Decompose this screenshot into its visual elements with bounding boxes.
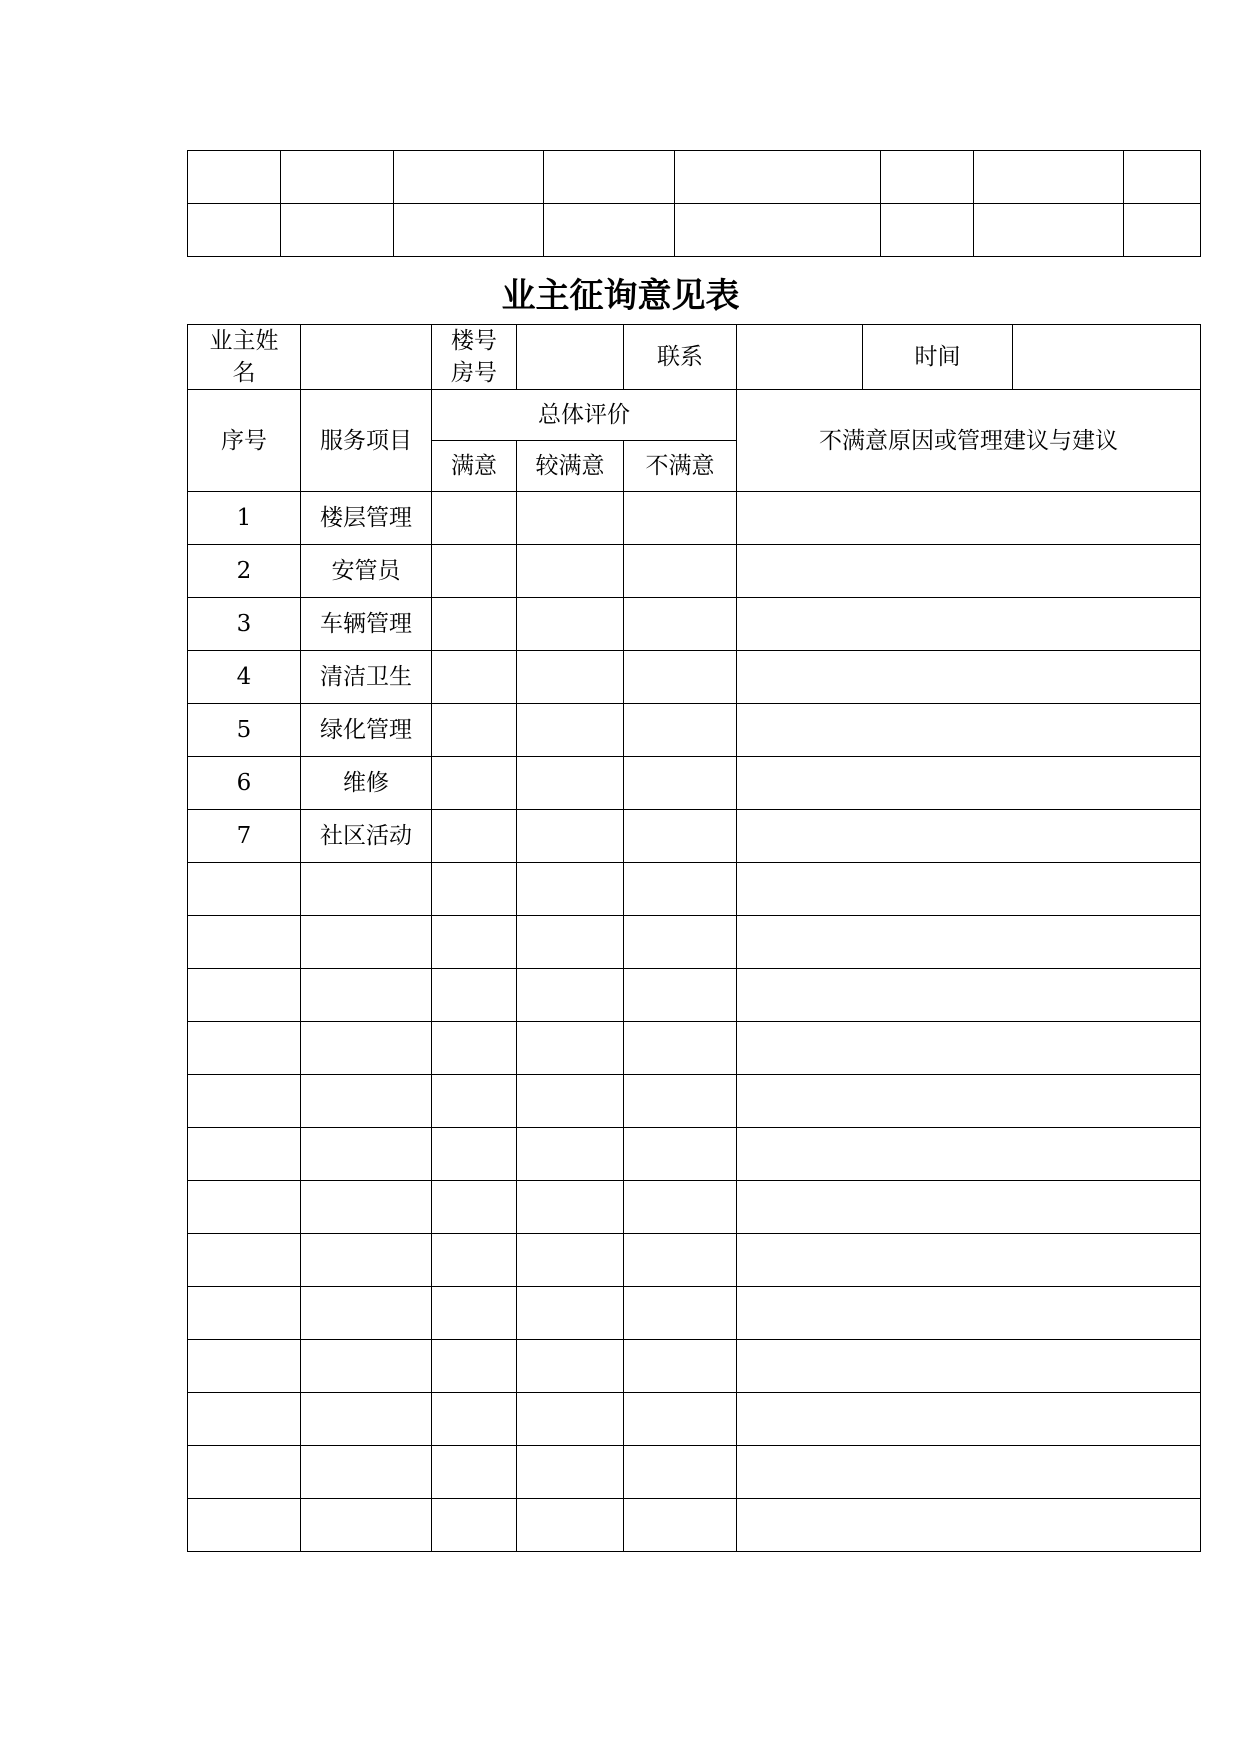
fairly-satisfied-cell[interactable]: [517, 863, 624, 916]
reason-cell[interactable]: [737, 1393, 1201, 1446]
reason-cell[interactable]: [737, 651, 1201, 704]
service-item-cell[interactable]: [301, 863, 432, 916]
satisfied-cell[interactable]: [432, 1393, 517, 1446]
reason-cell[interactable]: [737, 863, 1201, 916]
service-item-cell[interactable]: [301, 1022, 432, 1075]
reason-cell[interactable]: [737, 1287, 1201, 1340]
table-row: [188, 204, 1201, 257]
seq-cell[interactable]: [188, 1075, 301, 1128]
satisfied-cell[interactable]: [432, 1128, 517, 1181]
empty-cell[interactable]: [188, 204, 281, 257]
reason-cell[interactable]: [737, 1340, 1201, 1393]
dissatisfied-cell[interactable]: [624, 863, 737, 916]
survey-table: [187, 324, 1201, 1552]
seq-cell[interactable]: [188, 1287, 301, 1340]
table-row: [188, 757, 1201, 810]
empty-cell[interactable]: [675, 204, 881, 257]
satisfied-cell[interactable]: [432, 1287, 517, 1340]
reason-cell[interactable]: [737, 1499, 1201, 1552]
building-room-field[interactable]: [517, 325, 624, 390]
table-row: [188, 1446, 1201, 1499]
reason-cell[interactable]: [737, 916, 1201, 969]
fairly-satisfied-cell[interactable]: [517, 1393, 624, 1446]
table-row: [188, 704, 1201, 757]
service-item-cell[interactable]: [301, 1287, 432, 1340]
seq-header: 序号: [188, 390, 301, 492]
satisfied-cell[interactable]: [432, 598, 517, 651]
empty-cell[interactable]: [1124, 151, 1201, 204]
satisfied-header: 满意: [432, 441, 517, 492]
satisfied-cell[interactable]: [432, 1181, 517, 1234]
service-item-cell[interactable]: [301, 1446, 432, 1499]
service-item-cell[interactable]: [301, 1499, 432, 1552]
table-row: [188, 545, 1201, 598]
dissatisfied-cell[interactable]: [624, 1022, 737, 1075]
fairly-satisfied-cell[interactable]: [517, 757, 624, 810]
dissatisfied-header: 不满意: [624, 441, 737, 492]
table-row: [188, 969, 1201, 1022]
seq-cell[interactable]: [188, 863, 301, 916]
satisfied-cell[interactable]: [432, 810, 517, 863]
seq-cell: 3: [188, 598, 301, 651]
fairly-satisfied-cell[interactable]: [517, 916, 624, 969]
dissatisfied-cell[interactable]: [624, 1340, 737, 1393]
dissatisfied-cell[interactable]: [624, 598, 737, 651]
seq-cell: 1: [188, 492, 301, 545]
fairly-satisfied-cell[interactable]: [517, 651, 624, 704]
fairly-satisfied-cell[interactable]: [517, 810, 624, 863]
service-item-cell[interactable]: [301, 916, 432, 969]
service-item-cell[interactable]: [301, 1075, 432, 1128]
table-row: [188, 1181, 1201, 1234]
table-row: [188, 1499, 1201, 1552]
time-field[interactable]: [1013, 325, 1201, 390]
empty-cell[interactable]: [544, 204, 675, 257]
reason-cell[interactable]: [737, 1022, 1201, 1075]
satisfied-cell[interactable]: [432, 863, 517, 916]
reason-cell[interactable]: [737, 492, 1201, 545]
table-row: [188, 1075, 1201, 1128]
fairly-satisfied-cell[interactable]: [517, 1340, 624, 1393]
dissatisfied-cell[interactable]: [624, 1393, 737, 1446]
dissatisfied-cell[interactable]: [624, 1075, 737, 1128]
table-row: [188, 863, 1201, 916]
seq-cell[interactable]: [188, 1181, 301, 1234]
seq-cell[interactable]: [188, 1128, 301, 1181]
table-row: [188, 916, 1201, 969]
empty-cell[interactable]: [544, 151, 675, 204]
empty-cell[interactable]: [881, 204, 974, 257]
service-item-cell[interactable]: [301, 1128, 432, 1181]
satisfied-cell[interactable]: [432, 1234, 517, 1287]
empty-cell[interactable]: [394, 151, 544, 204]
seq-cell[interactable]: [188, 1446, 301, 1499]
table-row: [188, 810, 1201, 863]
dissatisfied-cell[interactable]: [624, 1128, 737, 1181]
table-row: [188, 151, 1201, 204]
reason-header: 不满意原因或管理建议与建议: [737, 390, 1201, 492]
fairly-satisfied-cell[interactable]: [517, 492, 624, 545]
service-item-cell: 清洁卫生: [301, 651, 432, 704]
header-info-row: [188, 325, 1201, 390]
dissatisfied-cell[interactable]: [624, 1287, 737, 1340]
reason-cell[interactable]: [737, 1446, 1201, 1499]
table-row: [188, 1022, 1201, 1075]
fairly-satisfied-cell[interactable]: [517, 1446, 624, 1499]
empty-cell[interactable]: [974, 151, 1124, 204]
service-item-header: 服务项目: [301, 390, 432, 492]
column-header-row: [188, 390, 1201, 441]
dissatisfied-cell[interactable]: [624, 704, 737, 757]
empty-cell[interactable]: [281, 151, 394, 204]
contact-field[interactable]: [737, 325, 863, 390]
seq-cell: 7: [188, 810, 301, 863]
fairly-satisfied-cell[interactable]: [517, 1287, 624, 1340]
fairly-satisfied-cell[interactable]: [517, 1234, 624, 1287]
table-row: [188, 492, 1201, 545]
seq-cell: 6: [188, 757, 301, 810]
fairly-satisfied-cell[interactable]: [517, 704, 624, 757]
service-item-cell: 安管员: [301, 545, 432, 598]
satisfied-cell[interactable]: [432, 492, 517, 545]
building-room-label: 楼号 房号: [432, 325, 517, 390]
dissatisfied-cell[interactable]: [624, 969, 737, 1022]
seq-cell[interactable]: [188, 1499, 301, 1552]
satisfied-cell[interactable]: [432, 757, 517, 810]
reason-cell[interactable]: [737, 598, 1201, 651]
seq-cell[interactable]: [188, 1234, 301, 1287]
service-item-cell: 楼层管理: [301, 492, 432, 545]
dissatisfied-cell[interactable]: [624, 492, 737, 545]
reason-cell[interactable]: [737, 1075, 1201, 1128]
dissatisfied-cell[interactable]: [624, 1181, 737, 1234]
seq-cell[interactable]: [188, 916, 301, 969]
seq-cell: 4: [188, 651, 301, 704]
table-row: [188, 1128, 1201, 1181]
service-item-cell[interactable]: [301, 1234, 432, 1287]
satisfied-cell[interactable]: [432, 1340, 517, 1393]
satisfied-cell[interactable]: [432, 1446, 517, 1499]
empty-cell[interactable]: [394, 204, 544, 257]
satisfied-cell[interactable]: [432, 704, 517, 757]
fairly-satisfied-header: 较满意: [517, 441, 624, 492]
contact-label: 联系: [624, 325, 737, 390]
empty-cell[interactable]: [1124, 204, 1201, 257]
fairly-satisfied-cell[interactable]: [517, 1075, 624, 1128]
table-row: [188, 1340, 1201, 1393]
dissatisfied-cell[interactable]: [624, 757, 737, 810]
table-row: [188, 651, 1201, 704]
satisfied-cell[interactable]: [432, 1499, 517, 1552]
reason-cell[interactable]: [737, 757, 1201, 810]
fairly-satisfied-cell[interactable]: [517, 1499, 624, 1552]
satisfied-cell[interactable]: [432, 651, 517, 704]
dissatisfied-cell[interactable]: [624, 810, 737, 863]
seq-cell[interactable]: [188, 1022, 301, 1075]
satisfied-cell[interactable]: [432, 916, 517, 969]
fairly-satisfied-cell[interactable]: [517, 545, 624, 598]
fairly-satisfied-cell[interactable]: [517, 598, 624, 651]
empty-cell[interactable]: [675, 151, 881, 204]
fairly-satisfied-cell[interactable]: [517, 1181, 624, 1234]
reason-cell[interactable]: [737, 1181, 1201, 1234]
seq-cell[interactable]: [188, 1340, 301, 1393]
satisfied-cell[interactable]: [432, 545, 517, 598]
dissatisfied-cell[interactable]: [624, 1499, 737, 1552]
table-row: [188, 598, 1201, 651]
reason-cell[interactable]: [737, 704, 1201, 757]
service-item-cell: 维修: [301, 757, 432, 810]
page-title: 业主征询意见表: [501, 276, 740, 316]
fairly-satisfied-cell[interactable]: [517, 1128, 624, 1181]
fairly-satisfied-cell[interactable]: [517, 969, 624, 1022]
satisfied-cell[interactable]: [432, 1075, 517, 1128]
table-row: [188, 1234, 1201, 1287]
satisfied-cell[interactable]: [432, 969, 517, 1022]
table-row: [188, 1393, 1201, 1446]
owner-name-label: 业主姓 名: [188, 325, 301, 390]
empty-cell[interactable]: [188, 151, 281, 204]
top-empty-table: [187, 150, 1201, 257]
reason-cell[interactable]: [737, 810, 1201, 863]
reason-cell[interactable]: [737, 969, 1201, 1022]
service-item-cell: 社区活动: [301, 810, 432, 863]
seq-cell: 5: [188, 704, 301, 757]
owner-name-field[interactable]: [301, 325, 432, 390]
reason-cell[interactable]: [737, 1128, 1201, 1181]
satisfied-cell[interactable]: [432, 1022, 517, 1075]
empty-cell[interactable]: [881, 151, 974, 204]
service-item-cell: 绿化管理: [301, 704, 432, 757]
table-row: [188, 1287, 1201, 1340]
dissatisfied-cell[interactable]: [624, 651, 737, 704]
overall-rating-header: 总体评价: [432, 390, 737, 441]
empty-cell[interactable]: [281, 204, 394, 257]
seq-cell[interactable]: [188, 1393, 301, 1446]
service-item-cell[interactable]: [301, 1393, 432, 1446]
reason-cell[interactable]: [737, 1234, 1201, 1287]
service-item-cell[interactable]: [301, 1340, 432, 1393]
dissatisfied-cell[interactable]: [624, 1234, 737, 1287]
dissatisfied-cell[interactable]: [624, 1446, 737, 1499]
dissatisfied-cell[interactable]: [624, 545, 737, 598]
fairly-satisfied-cell[interactable]: [517, 1022, 624, 1075]
empty-cell[interactable]: [974, 204, 1124, 257]
dissatisfied-cell[interactable]: [624, 916, 737, 969]
reason-cell[interactable]: [737, 545, 1201, 598]
seq-cell: 2: [188, 545, 301, 598]
time-label: 时间: [863, 325, 1013, 390]
service-item-cell[interactable]: [301, 1181, 432, 1234]
seq-cell[interactable]: [188, 969, 301, 1022]
service-item-cell: 车辆管理: [301, 598, 432, 651]
service-item-cell[interactable]: [301, 969, 432, 1022]
